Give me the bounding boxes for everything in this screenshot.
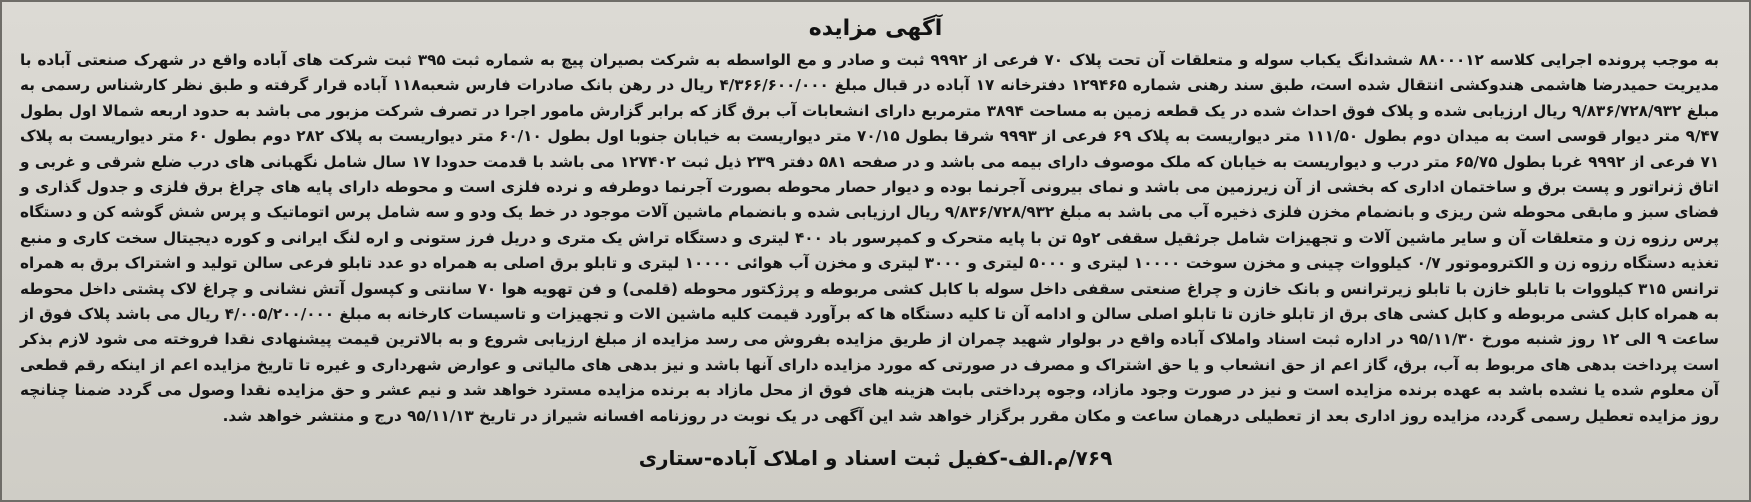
notice-title: آگهی مزایده (808, 16, 943, 41)
notice-signature: ۷۶۹/م.الف-کفیل ثبت اسناد و املاک آباده-ستاری (638, 446, 1113, 470)
notice-body: به موجب پرونده اجرایی کلاسه ۸۸۰۰۰۱۲ ششدانگ یکباب سوله و متعلقات آن تحت پلاک ۷۰ فرعی از ۹۹۹۲ ثبت و صادر و مع الواسطه به شرکت بصیران پیچ به شماره ثبت ۳۹۵ ثبت شرکت های آباده واقع در شهرک صنعتی آباده با مدیریت حمیدرضا هاشمی هندوکشی انتقال شده است، طبق سند رهنی شماره ۱۲۹۴۶۵ دفترخانه ۱۷ آباده در قبال مبلغ ۴/۳۶۶/۶۰۰/۰۰۰ ریال در رهن بانک صادرات فارس شعبه۱۱۸ آباده قرار گرفته و طبق نظر کارشناس رسمی به مبلغ ۹/۸۳۶/۷۲۸/۹۳۲ ریال ارزیابی شده و پلاک فوق احداث شده در یک قطعه زمین به مساحت ۳۸۹۴ مترمربع دارای انشعابات آب برق گاز که برابر گزارش مامور اجرا در تصرف شرکت مزبور می باشد به حدود اربعه شمالا اول بطول ۹/۴۷ متر دیوار قوسی است به میدان دوم بطول ۱۱۱/۵۰ متر دیواریست به پلاک ۶۹ فرعی از ۹۹۹۳ شرقا بطول ۷۰/۱۵ متر دیواریست به خیابان جنوبا اول بطول ۶۰/۱۰ متر دیواریست به پلاک ۲۸۲ دوم بطول ۶۰ متر دیواریست به پلاک ۷۱ فرعی از ۹۹۹۲ غربا بطول ۶۵/۷۵ متر درب و دیواریست به خیابان که ملک موصوف دارای بیمه می باشد و در صفحه ۵۸۱ دفتر ۲۳۹ ذیل ثبت ۱۲۷۴۰۲ می باشد با قدمت حدودا ۱۷ سال شامل نگهبانی های درب ضلع شرقی و غربی و اتاق ژنراتور و پست برق و ساختمان اداری که بخشی از آن زیرزمین می باشد و نمای بیرونی آجرنما بوده و دیوار حصار محوطه بصورت آجرنما دوطرفه و نرده فلزی است و محوطه دارای پایه های چراغ برق فلزی و جدول گذاری و فضای سبز و مابقی محوطه شن ریزی و بانضمام مخزن فلزی ذخیره آب می باشد به مبلغ ۹/۸۳۶/۷۲۸/۹۳۲ ریال ارزیابی شده و بانضمام ماشین آلات موجود در خط یک ودو و سه شامل پرس اتوماتیک و پرس شش گوشه کن و دستگاه پرس رزوه زن و متعلقات آن و سایر ماشین آلات و تجهیزات شامل جرثقیل سقفی ۲و۵ تن با پایه متحرک و کمپرسور باد ۴۰۰ لیتری و دستگاه تراش یک متری و دریل فرز ستونی و اره لنگ ایرانی و کوره دیجیتال سخت کاری و منبع تغذیه دستگاه رزوه زن و الکتروموتور ۰/۷ کیلووات چینی و مخزن سوخت ۱۰۰۰۰ لیتری و ۵۰۰۰ لیتری و ۳۰۰۰ لیتری و مخزن آب هوائی ۱۰۰۰۰ لیتری و تابلو برق اصلی به همراه دو عدد تابلو فرعی سالن تولید و اشتراک برق به همراه ترانس ۳۱۵ کیلووات با تابلو خازن با تابلو زیرترانس و بانک خازن و چراغ صنعتی سقفی داخل سوله با کابل کشی مربوطه و پرژکتور محوطه (قلمی) و فن تهویه هوا ۷۰ سانتی و کپسول آتش نشانی و چراغ لاک پشتی داخل محوطه به همراه کابل کشی مربوطه و کابل کشی های برق از تابلو خازن تا تابلو اصلی سالن و ادامه آن تا کلیه دستگاه ها که برآورد قیمت کلیه ماشین الات و تجهیزات و تاسیسات کارخانه به مبلغ ۴/۰۰۵/۲۰۰/۰۰۰ ریال می باشد پلاک فوق از ساعت ۹ الی ۱۲ روز شنبه مورخ ۹۵/۱۱/۳۰ در اداره ثبت اسناد واملاک آباده واقع در بولوار شهید چمران از طریق مزایده بفروش می رسد مزایده از مبلغ ارزیابی شروع و به بالاترین قیمت پیشنهادی نقدا فروخته می شود لازم بذکر است پرداخت بدهی های مربوط به آب، برق، گاز اعم از حق انشعاب و یا حق اشتراک و مصرف در صورتی که مورد مزایده دارای آنها باشد و نیز بدهی های مالیاتی و عوارض شهرداری و غیره تا تاریخ مزایده اعم از اینکه رقم قطعی آن معلوم شده یا نشده باشد به عهده برنده مزایده است و نیز در صورت وجود مازاد، وجوه پرداختی بابت هزینه های فوق از محل مازاد به برنده مزایده مسترد خواهد شد و نیم عشر و حق مزایده نقدا وصول می گردد ضمنا چنانچه روز مزایده تعطیل رسمی گردد، مزایده روز اداری بعد از تعطیلی درهمان ساعت و مکان مقرر برگزار خواهد شد این آگهی در یک نوبت در روزنامه افسانه شیراز در تاریخ ۹۵/۱۱/۱۳ درج و منتشر خواهد شد. (20, 51, 1720, 425)
